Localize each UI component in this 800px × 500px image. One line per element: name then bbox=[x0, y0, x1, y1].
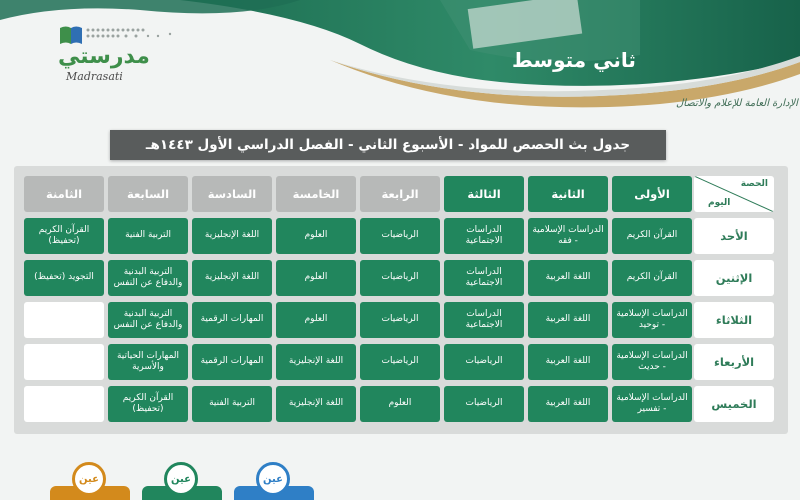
schedule-slot: الدراسات الإسلامية - تفسير bbox=[612, 386, 692, 422]
schedule-slot: الدراسات الاجتماعية bbox=[444, 302, 524, 338]
schedule-slot: الرياضيات bbox=[360, 260, 440, 296]
logo-arabic-text: مدرستي bbox=[58, 44, 150, 69]
ayn-channel-badge bbox=[234, 462, 314, 500]
admin-signature: الإدارة العامة للإعلام والاتصال bbox=[676, 98, 798, 109]
schedule-slot: اللغة الإنجليزية bbox=[192, 260, 272, 296]
period-header: السادسة bbox=[192, 176, 272, 212]
channel-label: عين bbox=[72, 462, 106, 496]
day-label: الثلاثاء bbox=[694, 302, 774, 338]
day-label: الإثنين bbox=[694, 260, 774, 296]
period-header: الرابعة bbox=[360, 176, 440, 212]
schedule-slot: اللغة الإنجليزية bbox=[276, 386, 356, 422]
period-header: الثامنة bbox=[24, 176, 104, 212]
schedule-slot: التربية البدنية والدفاع عن النفس bbox=[108, 302, 188, 338]
corner-period-label: الحصة bbox=[740, 179, 768, 189]
period-header: السابعة bbox=[108, 176, 188, 212]
channel-label: عين bbox=[164, 462, 198, 496]
book-icon bbox=[58, 24, 84, 46]
schedule-slot: القرآن الكريم (تحفيظ) bbox=[108, 386, 188, 422]
ayn-channel-badge bbox=[50, 462, 130, 500]
schedule-slot: القرآن الكريم (تحفيظ) bbox=[24, 218, 104, 254]
dots-pattern-icon bbox=[86, 26, 176, 42]
schedule-slot: العلوم bbox=[276, 260, 356, 296]
day-label: الأربعاء bbox=[694, 344, 774, 380]
period-header: الخامسة bbox=[276, 176, 356, 212]
schedule-slot: المهارات الرقمية bbox=[192, 302, 272, 338]
day-label: الأحد bbox=[694, 218, 774, 254]
schedule-slot: المهارات الرقمية bbox=[192, 344, 272, 380]
schedule-title: جدول بث الحصص للمواد - الأسبوع الثاني - الفصل الدراسي الأول ١٤٤٣هـ bbox=[145, 137, 631, 153]
schedule-slot: اللغة العربية bbox=[528, 386, 608, 422]
schedule-table bbox=[14, 166, 788, 434]
schedule-slot: التربية الفنية bbox=[108, 218, 188, 254]
schedule-slot: الدراسات الإسلامية - حديث bbox=[612, 344, 692, 380]
schedule-slot: الرياضيات bbox=[444, 344, 524, 380]
logo-english-text: Madrasati bbox=[66, 70, 123, 83]
schedule-slot: القرآن الكريم bbox=[612, 260, 692, 296]
schedule-slot: اللغة العربية bbox=[528, 260, 608, 296]
corner-day-label: اليوم bbox=[708, 197, 731, 208]
schedule-title-bar bbox=[110, 130, 666, 160]
schedule-slot: الدراسات الاجتماعية bbox=[444, 218, 524, 254]
schedule-slot: الرياضيات bbox=[360, 218, 440, 254]
schedule-slot: المهارات الحياتية والأسرية bbox=[108, 344, 188, 380]
schedule-slot: القرآن الكريم bbox=[612, 218, 692, 254]
schedule-slot: الرياضيات bbox=[360, 344, 440, 380]
empty-slot bbox=[24, 386, 104, 422]
channel-label: عين bbox=[256, 462, 290, 496]
madrasati-logo bbox=[50, 20, 190, 90]
corner-header bbox=[694, 176, 774, 212]
schedule-slot: العلوم bbox=[360, 386, 440, 422]
schedule-slot: العلوم bbox=[276, 302, 356, 338]
period-header: الأولى bbox=[612, 176, 692, 212]
schedule-slot: اللغة الإنجليزية bbox=[276, 344, 356, 380]
schedule-slot: الرياضيات bbox=[360, 302, 440, 338]
schedule-slot: الدراسات الإسلامية - فقه bbox=[528, 218, 608, 254]
schedule-slot: الدراسات الاجتماعية bbox=[444, 260, 524, 296]
period-header: الثانية bbox=[528, 176, 608, 212]
ayn-channel-badge bbox=[142, 462, 222, 500]
schedule-slot: التربية الفنية bbox=[192, 386, 272, 422]
schedule-slot: التجويد (تحفيظ) bbox=[24, 260, 104, 296]
schedule-slot: التربية البدنية والدفاع عن النفس bbox=[108, 260, 188, 296]
grade-title: ثاني متوسط bbox=[512, 48, 636, 72]
period-header: الثالثة bbox=[444, 176, 524, 212]
empty-slot bbox=[24, 302, 104, 338]
schedule-slot: الدراسات الإسلامية - توحيد bbox=[612, 302, 692, 338]
schedule-slot: العلوم bbox=[276, 218, 356, 254]
empty-slot bbox=[24, 344, 104, 380]
day-label: الخميس bbox=[694, 386, 774, 422]
schedule-slot: اللغة العربية bbox=[528, 344, 608, 380]
schedule-slot: اللغة العربية bbox=[528, 302, 608, 338]
schedule-slot: اللغة الإنجليزية bbox=[192, 218, 272, 254]
schedule-slot: الرياضيات bbox=[444, 386, 524, 422]
